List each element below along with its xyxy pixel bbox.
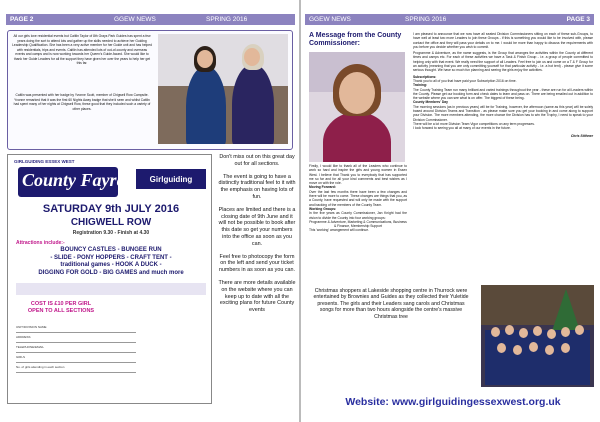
attractions-list (16, 247, 206, 277)
attraction-line: traditional games - HOOK A DUCK - (60, 262, 162, 268)
story-badge-text: Caitlin was presented with her badge by Yvonne Scott, member of Chigwell Row Campsite. Yvonne remarked that it was the first 60 Nights Away badge that she'd seen and whilst Caitlin had spent many of her nights at Chigwell Row, these good that they included such a variety of other places. (13, 93, 151, 111)
badge-presentation-photo (158, 34, 288, 144)
message-subheading: Moving Forward: (309, 185, 336, 190)
story-intro: All our girls love residential events but Caitlin Taylor of 8th Grays Park Guides has spent a few years doing the sort to attend lots and gather up the skills needed to achieve her Guiding Leadership Qualification. She has been a very active member for her Guide unit and has helped with residentials, trips and events. Caitlin has attended lots of out-of-county and overseas events and camps and is now working towards her Queen's Guide Award. She would like to thank her Guide Leaders for all the support they have given her over the years to help her get this far. (12, 34, 152, 65)
side-para: Places are limited and there is a closing date of 9th June and it will not be possible to book after this date so get your numbers into the office as soon as you can. (218, 206, 296, 247)
girlguiding-logo: Girlguiding (136, 169, 206, 189)
message-para: Programme & Adventure, as the name suggests, is the Group that arranges the activities within the County at different times and camps etc. For each of these activities we have a Task & Finish Group - i.e. a group of people committed to helping only with that event. We really need the support of all Leaders. Feel free to join us and come on a T & F Group for an activity (meaning that you are only committing yourself for that particular activity - i.e. a hot tent) - please give it some serious thought. We have so much fun planning and seeing the girls enjoy the activities. (413, 51, 593, 73)
side-para: There are more details available on the website where you can keep up to date with all the exciting plans for future County events (218, 279, 296, 314)
form-field-address[interactable]: ADDRESS (16, 333, 136, 343)
flyer-title: County Fayre (22, 170, 125, 190)
flyer-registration: Registration 9.30 - Finish at 4.30 (72, 230, 150, 236)
fayre-side-text (217, 154, 297, 314)
form-field-sections[interactable]: No. of girls attending in each section (16, 363, 136, 373)
website-link[interactable]: Website: www.girlguidingessexwest.org.uk (311, 394, 595, 409)
page-2 (0, 0, 299, 422)
lakeside-caption: Christmas shoppers at Lakeside shopping centre in Thurrock were entertained by Brownies and Guides as they collected their Yuletide presents. The girls and their Leaders sang carols and Christmas songs for more than two hours alongside the centre's massive Christmas tree (313, 288, 469, 320)
form-field-contact[interactable]: TELEPHONE/EMAIL (16, 343, 136, 353)
side-para: Don't miss out on this great day out for all sections. (219, 154, 295, 167)
page-3 (301, 0, 600, 422)
message-para: Thank you to all of you that have paid your Subscription 2016 on time. (413, 78, 517, 83)
working-groups-list: Programme & Adventure, Marketing & Communications, Business & Finance, Membership Support (309, 219, 407, 229)
page-header (305, 14, 594, 25)
flyer-date: SATURDAY 9th JULY 2016 (42, 203, 180, 215)
page-header (6, 14, 295, 25)
county-fayre-flyer (7, 154, 212, 404)
side-para: Feel free to photocopy the form on the left and send your ticket numbers in as soon as you can. (218, 253, 296, 274)
attractions-label: Attractions include:- (16, 240, 65, 246)
issue-date: SPRING 2016 (206, 16, 248, 23)
message-subheading: County Members' Day (413, 100, 448, 105)
message-para: The morning sessions (as in previous years) will be for Training, however, the afternoon (same as this year) will be solely based around Division Teams and Transition - as please make sure you get your booking in and come along to support your Division. The more members attending, the more chance the Division has to win the Trophy, I need to speak to your Division Commissioner. (413, 104, 593, 122)
message-column-2 (413, 32, 593, 138)
issue-date: SPRING 2016 (405, 16, 447, 23)
page-number: PAGE 3 (566, 16, 590, 23)
lakeside-choir-photo (481, 285, 594, 387)
attraction-line: BOUNCY CASTLES - BUNGEE RUN (60, 247, 162, 253)
side-para: The event is going to have a distinctly traditional feel to it with the emphasis on having lots of fun. (218, 173, 296, 200)
message-column-1 (309, 164, 407, 233)
caitlin-story-box (7, 30, 293, 150)
message-para: There will be a lot more Division Team Vigor competitions on any term progresses. (413, 121, 535, 126)
message-para: I am pleased to announce that we now have all seated Division Commissioners sitting on each of these sub-Groups, to have well at least two more Leaders to join these Groups - if this is something you would like to be involved with, please contact the office and they will pass your details on to me. I would be more than happy to discuss the requirements with you before you decide whether you wish to commit. (413, 32, 593, 49)
message-para: The County Training Team run many brilliant and varied trainings throughout the year - these are run for all Leaders within the County. Please get our booking form and check dates to learn and pass on. There are being emailed out in addition to the website where you can see what is on offer. The biggest of these being- (413, 87, 593, 101)
page-number: PAGE 2 (10, 16, 34, 23)
message-para: This 'working' arrangement will continue. (309, 228, 370, 233)
message-para: I look forward to seeing you all at many of our events in the future. (413, 126, 511, 131)
commissioner-photo (309, 52, 405, 162)
message-para: In the five years as County Commissioner, Jan Knight had the vision to divide the County into four working groups: (309, 211, 407, 220)
flyer-notes-band (16, 283, 206, 295)
flyer-open: OPEN TO ALL SECTIONS (27, 308, 95, 314)
message-subheading: Training: (413, 83, 428, 88)
flyer-venue: CHIGWELL ROW (70, 217, 152, 228)
booking-form (16, 323, 136, 373)
form-field-girls[interactable]: GIRLS (16, 353, 136, 363)
message-subheading: Working Groups: (309, 206, 337, 211)
flyer-org: GIRLGUIDING ESSEX WEST (14, 159, 75, 164)
form-field-unit[interactable]: UNIT/DIVISION NAME (16, 323, 136, 333)
message-para: Firstly, I would like to thank all of the Leaders who continue to work so hard and inspire the girls and young women in Essex West. I believe that Thank you to everybody that has supported me so far and for all your kind comments and best wishes as I move on with the role. (309, 164, 407, 186)
message-para: Over the last few months there have been a few changes and there will be more to come. These changes are things that you, as a County, have requested and will only be made with the support and backing of the members of the County Team. (309, 189, 407, 207)
newsletter-title: GGEW NEWS (114, 16, 156, 23)
message-title: A Message from the County Commissioner: (309, 32, 402, 47)
flyer-cost: COST IS £10 PER GIRL (30, 301, 92, 307)
signature: Chris Stithner (570, 133, 593, 138)
attraction-line: - SLIDE - PONY HOPPERS - CRAFT TENT - (50, 254, 172, 261)
attraction-line: DIGGING FOR GOLD - BIG GAMES and much more (38, 269, 184, 276)
newsletter-title: GGEW NEWS (309, 16, 351, 23)
message-subheading: Subscriptions: (413, 74, 437, 79)
